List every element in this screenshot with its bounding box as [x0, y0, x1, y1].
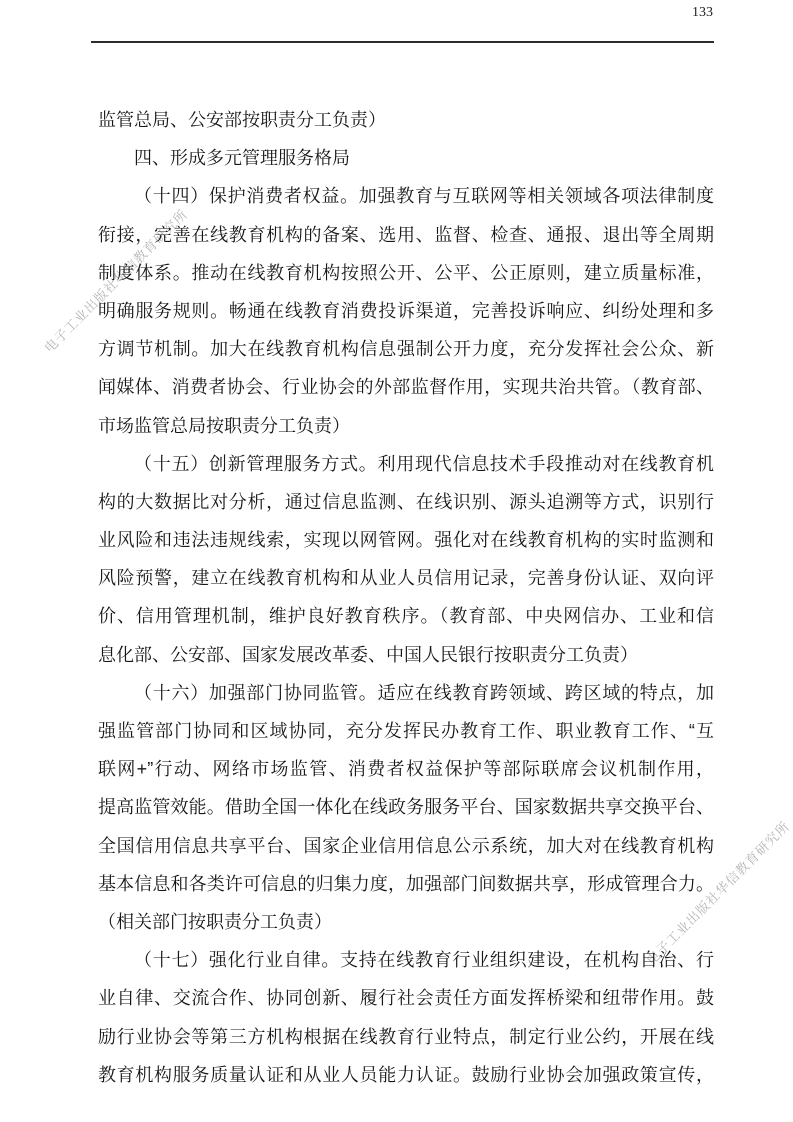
text-line: 方调节机制。加大在线教育机构信息强制公开力度，充分发挥社会公众、新 — [98, 339, 714, 360]
page-number: 133 — [692, 5, 713, 20]
text-line: 监管总局、公安部按职责分工负责） — [98, 110, 386, 130]
text-line: 构的大数据比对分析，通过信息监测、在线识别、源头追溯等方式，识别行 — [98, 491, 714, 512]
text-line: （十四）保护消费者权益。加强教育与互联网等相关领域各项法律制度 — [134, 186, 714, 207]
text-line: 全国信用信息共享平台、国家企业信用信息公示系统，加大对在线教育机构 — [98, 835, 714, 856]
text-line: （相关部门按职责分工负责） — [98, 911, 332, 932]
text-line: （十七）强化行业自律。支持在线教育行业组织建设，在机构自治、行 — [134, 950, 714, 971]
watermark-right: 电子工业出版社华信教育研究所 — [643, 818, 793, 968]
text-line: 业风险和违法违规线索，实现以网管网。强化对在线教育机构的实时监测和 — [98, 530, 714, 551]
text-line: 四、形成多元管理服务格局 — [134, 148, 350, 169]
watermark-left: 电子工业出版社华信教育研究所 — [41, 206, 191, 356]
text-line: 业自律、交流合作、协同创新、履行社会责任方面发挥桥梁和纽带作用。鼓 — [98, 988, 714, 1009]
text-line: 闻媒体、消费者协会、行业协会的外部监督作用，实现共治共管。（教育部、 — [98, 377, 714, 398]
text-line: 提高监管效能。借助全国一体化在线政务服务平台、国家数据共享交换平台、 — [98, 797, 714, 818]
text-line: 息化部、公安部、国家发展改革委、中国人民银行按职责分工负责） — [98, 644, 638, 665]
document-body — [98, 101, 714, 1094]
text-line: 制度体系。推动在线教育机构按照公开、公平、公正原则，建立质量标准， — [98, 262, 714, 283]
text-line: 市场监管总局按职责分工负责） — [98, 415, 350, 436]
text-line: （十五）创新管理服务方式。利用现代信息技术手段推动对在线教育机 — [134, 453, 714, 474]
text-line: 价、信用管理机制，维护良好教育秩序。（教育部、中央网信办、工业和信 — [98, 606, 714, 627]
text-line: 风险预警，建立在线教育机构和从业人员信用记录，完善身份认证、双向评 — [98, 568, 714, 589]
text-line: 强监管部门协同和区域协同，充分发挥民办教育工作、职业教育工作、“互 — [98, 721, 714, 741]
text-line: 联网+”行动、网络市场监管、消费者权益保护等部际联席会议机制作用， — [98, 759, 714, 780]
text-line: （十六）加强部门协同监管。适应在线教育跨领域、跨区域的特点，加 — [134, 682, 714, 703]
text-line: 教育机构服务质量认证和从业人员能力认证。鼓励行业协会加强政策宣传， — [98, 1064, 714, 1085]
text-line: 励行业协会等第三方机构根据在线教育行业特点，制定行业公约，开展在线 — [98, 1026, 714, 1047]
text-line: 明确服务规则。畅通在线教育消费投诉渠道，完善投诉响应、纠纷处理和多 — [98, 300, 714, 321]
header-rule — [91, 41, 714, 43]
text-line: 基本信息和各类许可信息的归集力度，加强部门间数据共享，形成管理合力。 — [98, 873, 714, 894]
text-line: 衔接，完善在线教育机构的备案、选用、监督、检查、通报、退出等全周期 — [98, 224, 714, 245]
